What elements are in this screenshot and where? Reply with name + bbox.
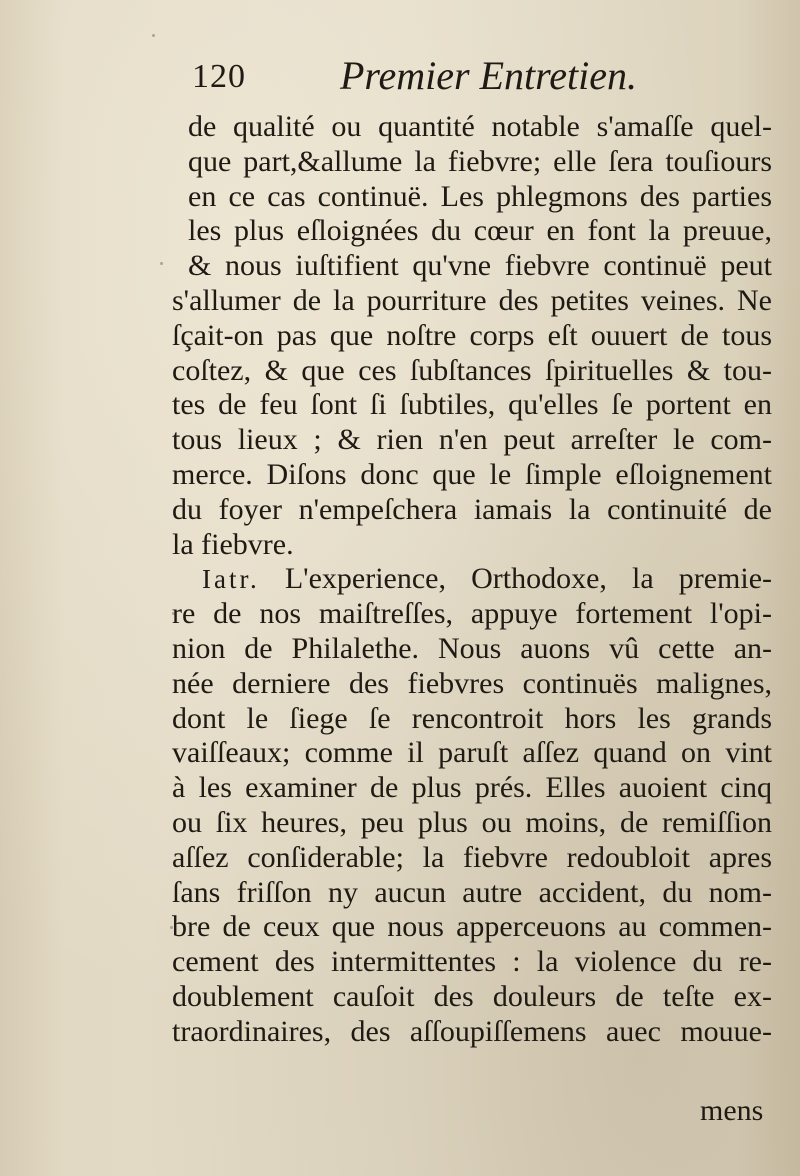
paragraph-1 — [172, 110, 772, 562]
text-line: ou ſix heures, peu plus ou moins, de remiſſion — [172, 805, 772, 839]
first-line-text: L'experience, Orthodoxe, la premie- — [284, 562, 773, 596]
text-line: née derniere des fiebvres continuës malignes, — [172, 666, 772, 700]
text-line: ſans friſſon ny aucun autre accident, du nom- — [172, 875, 772, 909]
text-line: en ce cas continuë. Les phlegmons des parties — [188, 179, 772, 213]
catchword: mens — [700, 1094, 764, 1127]
page-number: 120 — [192, 58, 246, 95]
text-line: que part,&allume la fiebvre; elle ſera touſiours — [188, 144, 772, 178]
text-line: nion de Philalethe. Nous auons vû cette an- — [172, 631, 772, 665]
text-line: à les examiner de plus prés. Elles auoient cinq — [172, 771, 772, 805]
text-line: tous lieux ; & rien n'en peut arreſter le com- — [172, 423, 772, 457]
text-line: doublement cauſoit des douleurs de teſte ex- — [172, 979, 772, 1013]
text-line: tes de feu ſont ſi ſubtiles, qu'elles ſe portent en — [172, 388, 772, 422]
text-line: dont le ſiege ſe rencontroit hors les grands — [172, 701, 772, 735]
text-line: la fiebvre. — [172, 527, 294, 561]
paper-speck — [152, 34, 155, 37]
running-head — [192, 52, 772, 102]
text-line: ſçait-on pas que noſtre corps eſt ouuert de tous — [172, 318, 772, 352]
text-line: du foyer n'empeſchera iamais la continuité de — [172, 492, 772, 526]
text-line: s'allumer de la pourriture des petites veines. Ne — [172, 283, 772, 317]
text-line: merce. Diſons donc que le ſimple eſloignement — [172, 457, 772, 491]
text-line: les plus eſloignées du cœur en font la preuue, — [188, 214, 772, 248]
paper-speck — [160, 262, 163, 265]
speaker-name: Iatr. — [202, 564, 260, 595]
text-line: coſtez, & que ces ſubſtances ſpirituelles & tou- — [172, 353, 772, 387]
text-line: re de nos maiſtreſſes, appuye fortement l'opi- — [172, 597, 772, 631]
text-line: aſſez conſiderable; la fiebvre redoubloit apres — [172, 840, 772, 874]
running-title: Premier Entretien. — [340, 53, 637, 98]
text-line: traordinaires, des aſſoupiſſemens auec mouue- — [172, 1014, 772, 1048]
text-line: & nous iuſtifient qu'vne fiebvre continuë peut — [188, 249, 772, 283]
body-text — [172, 110, 772, 1050]
text-line: bre de ceux que nous apperceuons au commen- — [172, 910, 772, 944]
paper-speck — [172, 612, 175, 615]
paragraph-2 — [172, 562, 772, 1049]
paper-speck — [170, 926, 173, 929]
text-line: vaiſſeaux; comme il paruſt aſſez quand on vint — [172, 736, 772, 770]
text-line: de qualité ou quantité notable s'amaſſe quel- — [188, 110, 772, 143]
text-line-first — [172, 562, 772, 597]
text-line: cement des intermittentes : la violence du re- — [172, 945, 772, 979]
